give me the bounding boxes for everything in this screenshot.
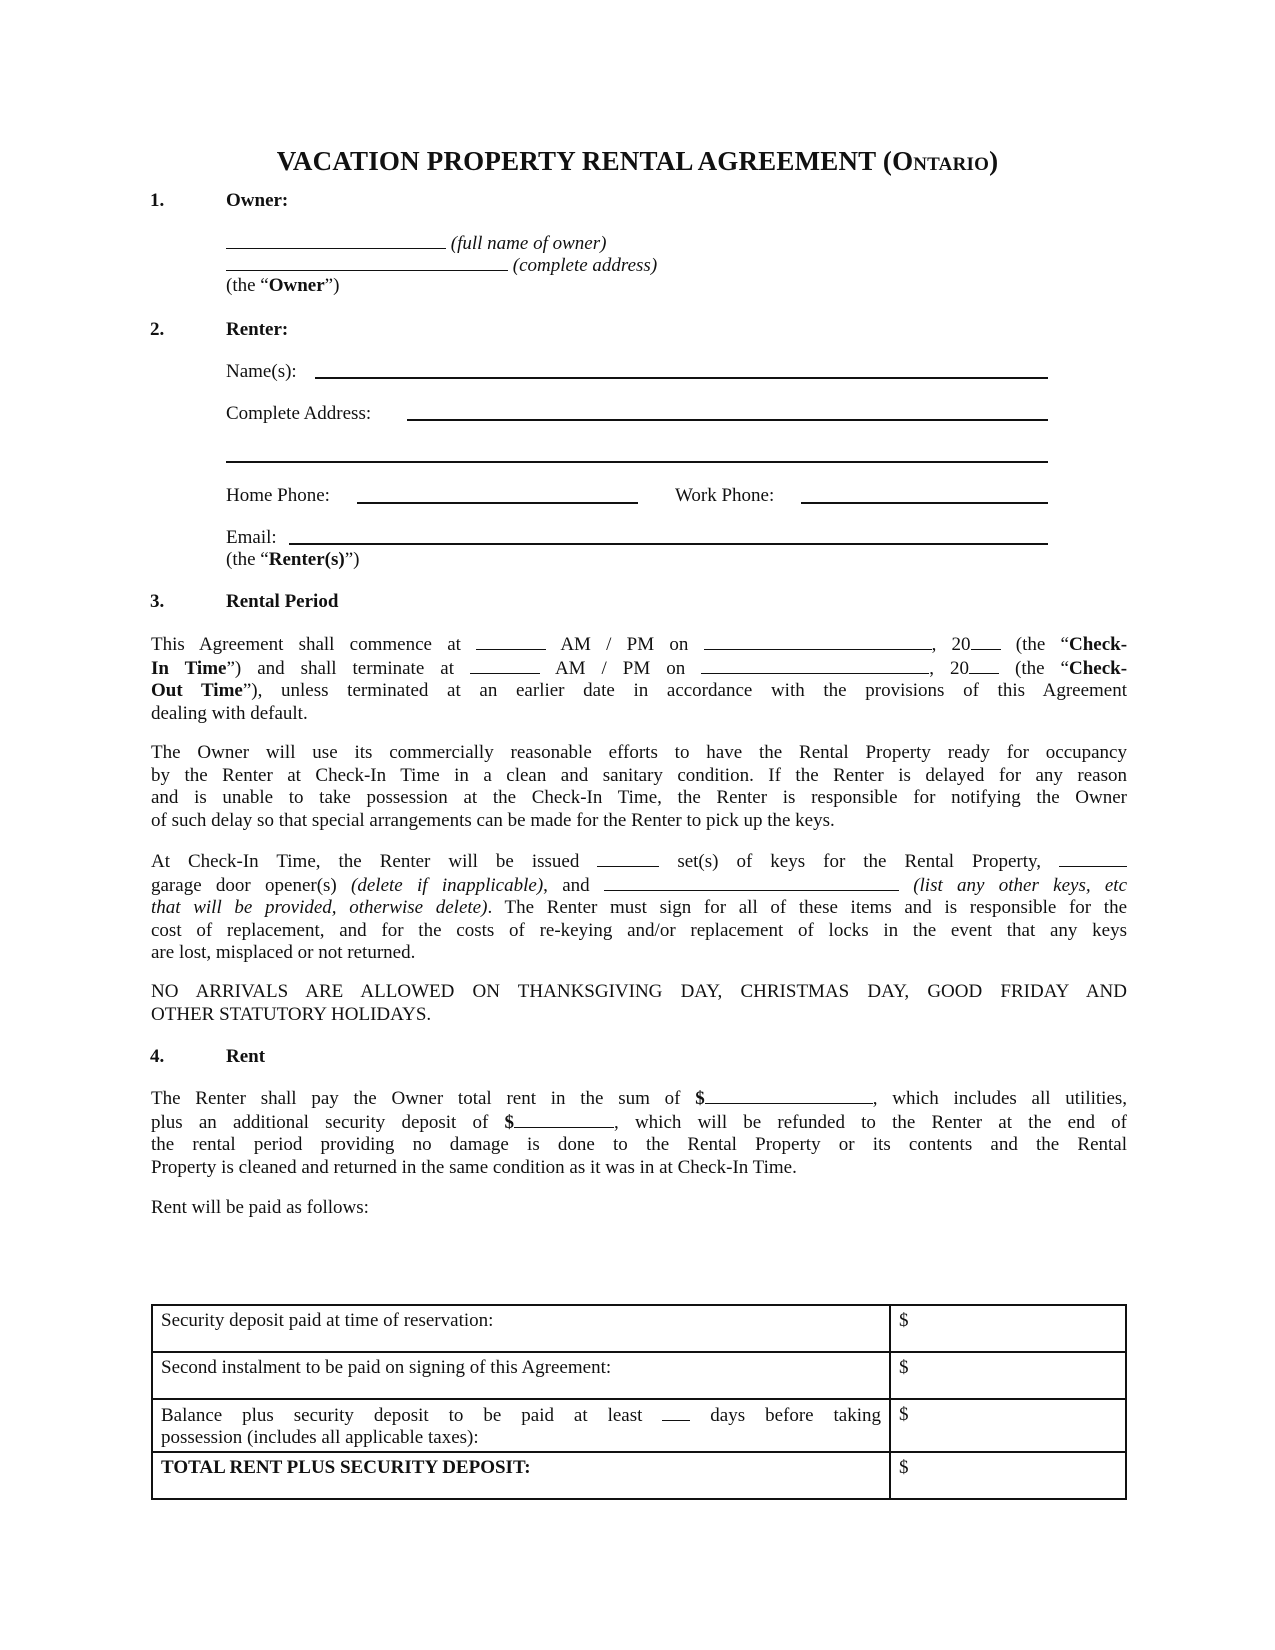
occupancy-line-2: by the Renter at Check-In Time in a clean and sanitary condition. If the Renter is delayed for any reason (151, 764, 1127, 786)
balance-line-2: possession (includes all applicable taxes): (161, 1427, 479, 1448)
owner-defined-suffix: ”) (324, 275, 340, 296)
rent-paragraph (151, 1087, 1127, 1179)
keys-paragraph (151, 850, 1127, 965)
table-row (152, 1305, 1126, 1352)
work-phone-label: Work Phone: (675, 485, 775, 506)
dollar-sign-1: $ (695, 1088, 705, 1109)
title-paren-open: ( (882, 146, 893, 176)
days-blank[interactable] (662, 1404, 690, 1421)
work-phone-field[interactable] (801, 502, 1048, 504)
commence-text: This Agreement shall commence at (151, 634, 461, 655)
payment-total-label: TOTAL RENT PLUS SECURITY DEPOSIT: (152, 1452, 890, 1499)
renter-address-line2-field[interactable] (226, 461, 1048, 463)
owner-name-row (226, 231, 606, 255)
rent-line-4: Property is cleaned and returned in the same condition as it was in at Check-In Time. (151, 1156, 797, 1178)
owner-address-row (226, 253, 657, 277)
owner-name-blank[interactable] (226, 231, 446, 249)
section-3-heading: Rental Period (226, 591, 339, 612)
title-paren-close: ) (989, 146, 999, 176)
table-row (152, 1452, 1126, 1499)
the-text-1: (the “ (1015, 634, 1069, 655)
home-phone-label: Home Phone: (226, 485, 330, 506)
title-main: VACATION PROPERTY RENTAL AGREEMENT (276, 146, 876, 176)
keys-line-5: are lost, misplaced or not returned. (151, 942, 416, 964)
renter-defined-suffix: ”) (344, 549, 360, 570)
total-rent-blank[interactable] (705, 1087, 873, 1104)
rent-line-3: the rental period providing no damage is done to the Rental Property or its contents and the Rental (151, 1134, 1127, 1156)
payment-amount-field[interactable]: $ (890, 1305, 1126, 1352)
rental-period-line-2 (151, 657, 1127, 681)
owner-defined-prefix: (the “ (226, 275, 269, 296)
owner-address-hint: (complete address) (512, 255, 658, 276)
year-prefix-1: , 20 (931, 634, 971, 655)
year-prefix-2: , 20 (929, 657, 970, 679)
checkin-year-blank[interactable] (971, 633, 1001, 650)
balance-text-a: Balance plus security deposit to be paid at least (161, 1405, 643, 1426)
keys-line-4: cost of replacement, and for the costs of re-keying and/or replacement of locks in the event that any keys (151, 919, 1127, 941)
rent-line-2 (151, 1111, 1127, 1135)
payment-schedule-table (151, 1304, 1127, 1500)
owner-term: Owner (268, 275, 325, 296)
checkout-year-blank[interactable] (969, 657, 999, 674)
keys-line-3 (151, 897, 1127, 920)
owner-defined-term (226, 275, 339, 297)
balance-text-b: days before taking (710, 1405, 882, 1426)
key-sets-text: set(s) of keys for the Rental Property, (677, 851, 1042, 872)
renter-defined-prefix: (the “ (226, 549, 269, 570)
checkin-date-blank[interactable] (704, 633, 932, 650)
section-4-number: 4. (150, 1046, 165, 1067)
owner-address-blank[interactable] (226, 253, 508, 271)
table-row (152, 1352, 1126, 1399)
other-keys-hint-a: (list any other keys, etc (913, 874, 1128, 896)
garage-opener-text: garage door opener(s) (151, 874, 337, 896)
payment-intro: Rent will be paid as follows: (151, 1197, 369, 1218)
garage-openers-blank[interactable] (1059, 850, 1127, 867)
section-1-number: 1. (150, 190, 165, 211)
email-field[interactable] (289, 543, 1048, 545)
payment-amount-field[interactable]: $ (890, 1399, 1126, 1452)
section-2-number: 2. (150, 319, 165, 340)
holidays-paragraph (151, 981, 1127, 1026)
home-phone-field[interactable] (357, 502, 638, 504)
owner-name-hint: (full name of owner) (450, 233, 607, 254)
security-deposit-blank[interactable] (514, 1111, 614, 1128)
checkin-time-blank[interactable] (476, 633, 546, 650)
email-label: Email: (226, 527, 277, 548)
payment-label: Second instalment to be paid on signing of this Agreement: (152, 1352, 890, 1399)
title-jurisdiction: Ontario (892, 146, 990, 176)
ampm-text-1: AM / PM on (560, 634, 689, 655)
holidays-line-2: OTHER STATUTORY HOLIDAYS. (151, 1003, 432, 1025)
renter-defined-term (226, 549, 359, 571)
section-1-heading: Owner: (226, 190, 289, 211)
checkout-time-blank[interactable] (470, 657, 540, 674)
checkout-date-blank[interactable] (701, 657, 929, 674)
occupancy-line-4: of such delay so that special arrangements can be made for the Renter to pick up the keys. (151, 809, 835, 831)
payment-total-amount-field[interactable]: $ (890, 1452, 1126, 1499)
and-text: , and (543, 874, 590, 896)
the-text-2: (the “ (1015, 657, 1069, 679)
checkout-term-b: Out Time (151, 680, 243, 702)
rental-period-paragraph (151, 633, 1127, 725)
document-title (0, 146, 1275, 177)
keys-line-1 (151, 850, 1127, 874)
keys-issued-text: At Check-In Time, the Renter will be issued (151, 851, 580, 872)
terminate-text: ”) and shall terminate at (226, 657, 454, 679)
other-keys-hint-b: that will be provided, otherwise delete) (151, 897, 488, 919)
checkin-term-b: In Time (151, 657, 227, 679)
rental-period-line-4: dealing with default. (151, 702, 308, 724)
renter-term: Renter(s) (268, 549, 345, 570)
section-2-heading: Renter: (226, 319, 289, 340)
other-keys-blank[interactable] (604, 874, 899, 891)
renter-address-label: Complete Address: (226, 403, 372, 424)
section-3-number: 3. (150, 591, 165, 612)
rental-period-line-1 (151, 633, 1127, 657)
deposit-text: plus an additional security deposit of (151, 1111, 489, 1133)
table-row (152, 1399, 1126, 1452)
rental-period-line-3 (151, 680, 1127, 703)
occupancy-line-3: and is unable to take possession at the Check-In Time, the Renter is responsible for notifying the Owner (151, 787, 1127, 809)
rent-line-1 (151, 1087, 1127, 1111)
checkin-term-a: Check- (1068, 634, 1128, 655)
ampm-text-2: AM / PM on (554, 657, 686, 679)
refund-text: , which will be refunded to the Renter at the end of (614, 1111, 1128, 1133)
renter-names-label: Name(s): (226, 361, 297, 382)
keys-line-2 (151, 874, 1127, 898)
section-4-heading: Rent (226, 1046, 266, 1067)
balance-line-1 (161, 1404, 881, 1427)
renter-names-field[interactable] (315, 377, 1048, 379)
occupancy-paragraph (151, 742, 1127, 832)
delete-hint: (delete if inapplicable) (351, 874, 544, 896)
sign-text: . The Renter must sign for all of these items and is responsible for the (487, 897, 1128, 919)
checkout-term-a: Check- (1068, 657, 1128, 679)
dollar-sign-2: $ (504, 1111, 515, 1133)
utilities-text: , which includes all utilities, (872, 1088, 1128, 1109)
payment-label: Security deposit paid at time of reservation: (152, 1305, 890, 1352)
renter-address-field[interactable] (407, 419, 1048, 421)
total-rent-text: The Renter shall pay the Owner total rent in the sum of (151, 1088, 681, 1109)
holidays-line-1: NO ARRIVALS ARE ALLOWED ON THANKSGIVING DAY, CHRISTMAS DAY, GOOD FRIDAY AND (151, 981, 1127, 1002)
payment-label-balance (152, 1399, 890, 1452)
unless-text: ”), unless terminated at an earlier date in accordance with the provisions of this Agreement (242, 680, 1128, 702)
occupancy-line-1: The Owner will use its commercially reasonable efforts to have the Rental Property ready for occupancy (151, 742, 1127, 763)
key-sets-blank[interactable] (597, 850, 659, 867)
payment-amount-field[interactable]: $ (890, 1352, 1126, 1399)
